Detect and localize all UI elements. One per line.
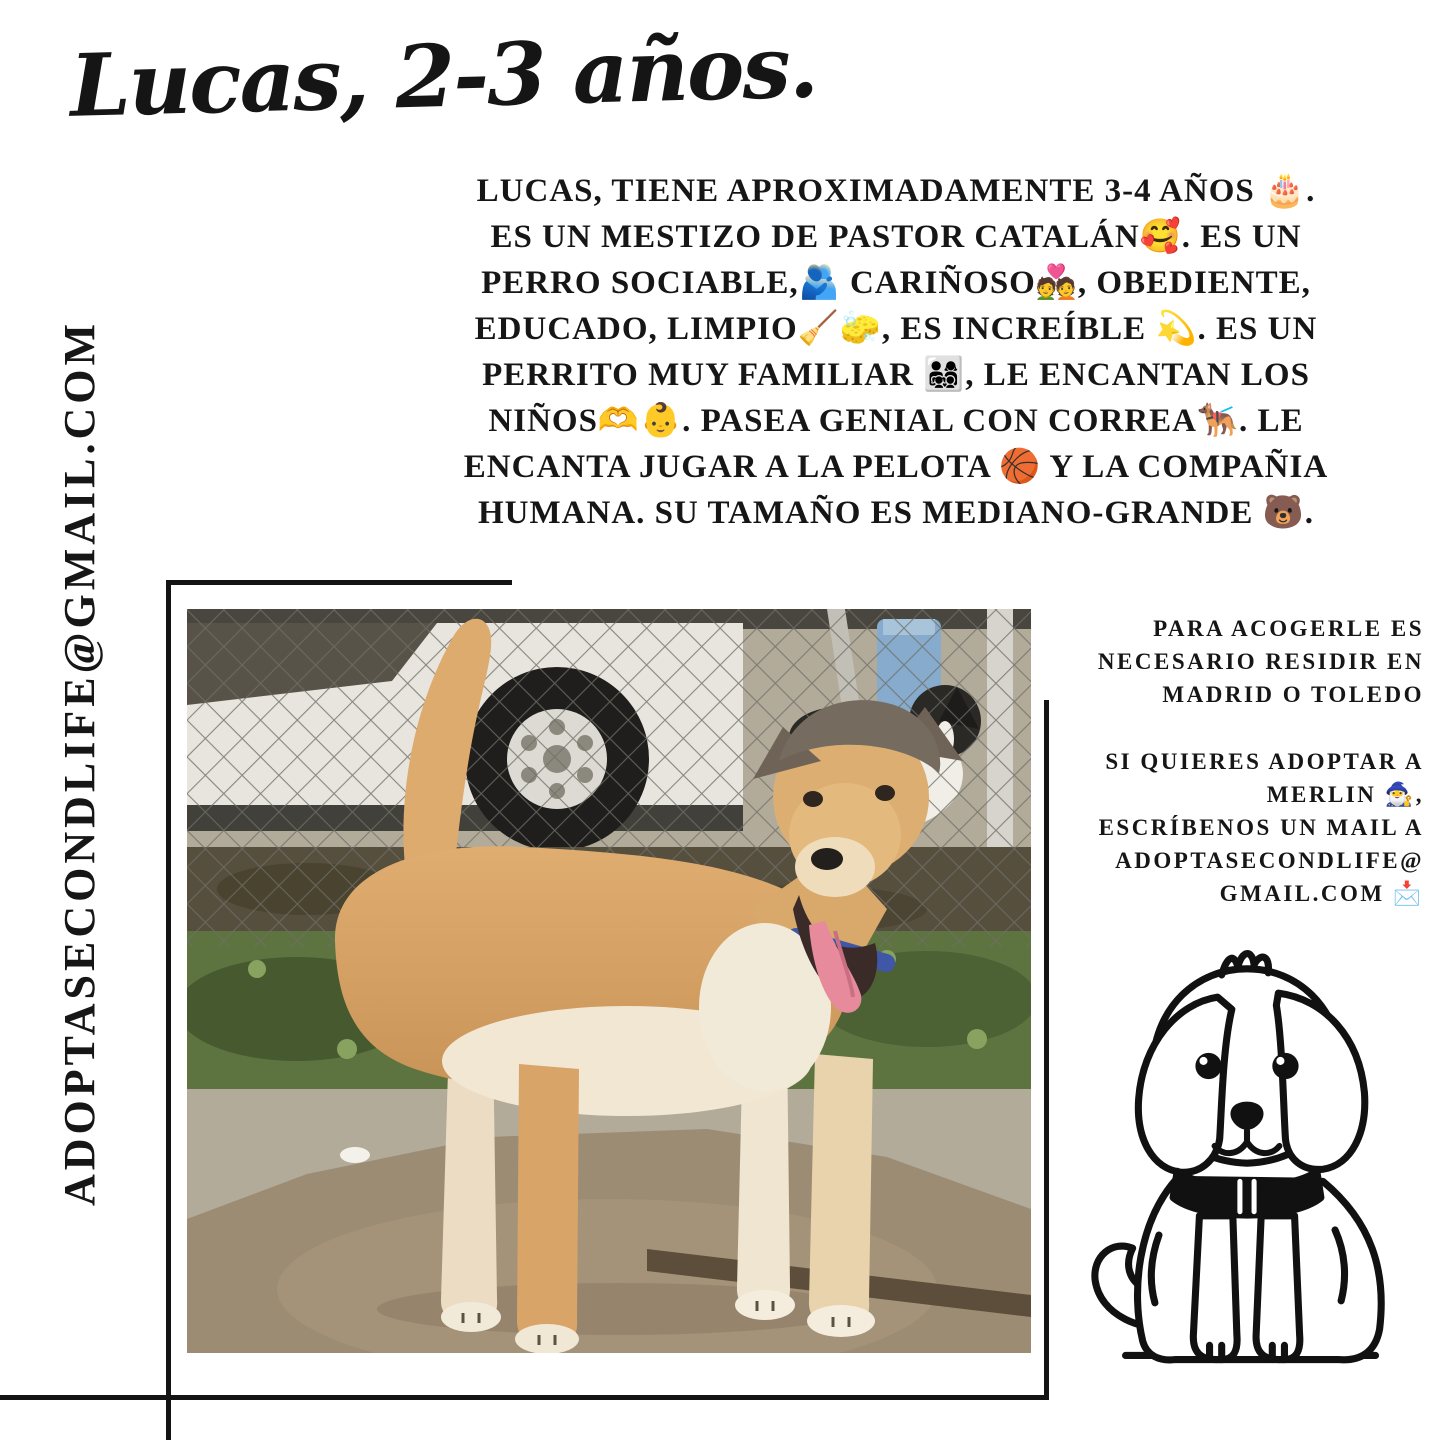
- description-line: EDUCADO, LIMPIO🧹🧽, ES INCREÍBLE 💫. ES UN: [474, 311, 1318, 347]
- description-line: ES UN MESTIZO DE PASTOR CATALÁN🥰. ES UN: [490, 219, 1302, 255]
- description-line: NIÑOS🫶👶. PASEA GENIAL CON CORREA🐕‍🦺. LE: [488, 403, 1304, 439]
- dog-description: [352, 168, 1440, 536]
- puppy-drawing: [1080, 926, 1414, 1372]
- contact-line: ESCRÍBENOS UN MAIL A: [1098, 815, 1424, 840]
- description-line: ENCANTA JUGAR A LA PELOTA 🏀 Y LA COMPAÑIA: [463, 449, 1329, 485]
- description-line: PERRO SOCIABLE,🫂 CARIÑOSO💑, OBEDIENTE,: [481, 265, 1311, 301]
- vertical-email-text: ADOPTASECONDLIFE@GMAIL.COM: [55, 319, 104, 1206]
- contact-line: GMAIL.COM 📩: [1219, 881, 1424, 906]
- contact-line: MERLIN 🧙‍♂️,: [1266, 782, 1424, 807]
- contact-line: SI QUIERES ADOPTAR A: [1105, 749, 1424, 774]
- residency-note: [1052, 612, 1424, 711]
- residency-line: PARA ACOGERLE ES: [1153, 616, 1424, 641]
- contact-note: [1052, 745, 1424, 910]
- contact-line: ADOPTASECONDLIFE@: [1115, 848, 1424, 873]
- puppy-line-art: [1080, 926, 1414, 1372]
- description-line: LUCAS, TIENE APROXIMADAMENTE 3-4 AÑOS 🎂.: [476, 173, 1316, 209]
- frame-left-line: [166, 580, 171, 1440]
- frame-top-line: [166, 580, 512, 585]
- description-line: HUMANA. SU TAMAÑO ES MEDIANO-GRANDE 🐻.: [478, 495, 1314, 531]
- residency-line: NECESARIO RESIDIR EN: [1097, 649, 1424, 674]
- frame-right-line: [1044, 700, 1049, 1400]
- frame-bottom-line: [0, 1395, 1049, 1400]
- residency-line: MADRID O TOLEDO: [1162, 682, 1424, 707]
- dog-photo: [187, 609, 1031, 1353]
- description-line: PERRITO MUY FAMILIAR 👨‍👩‍👧‍👦, LE ENCANTAN LOS: [482, 357, 1310, 393]
- dog-photo-illustration: [187, 609, 1031, 1353]
- page-title: Lucas, 2-3 años.: [68, 16, 818, 137]
- adoption-notes: [1052, 612, 1424, 910]
